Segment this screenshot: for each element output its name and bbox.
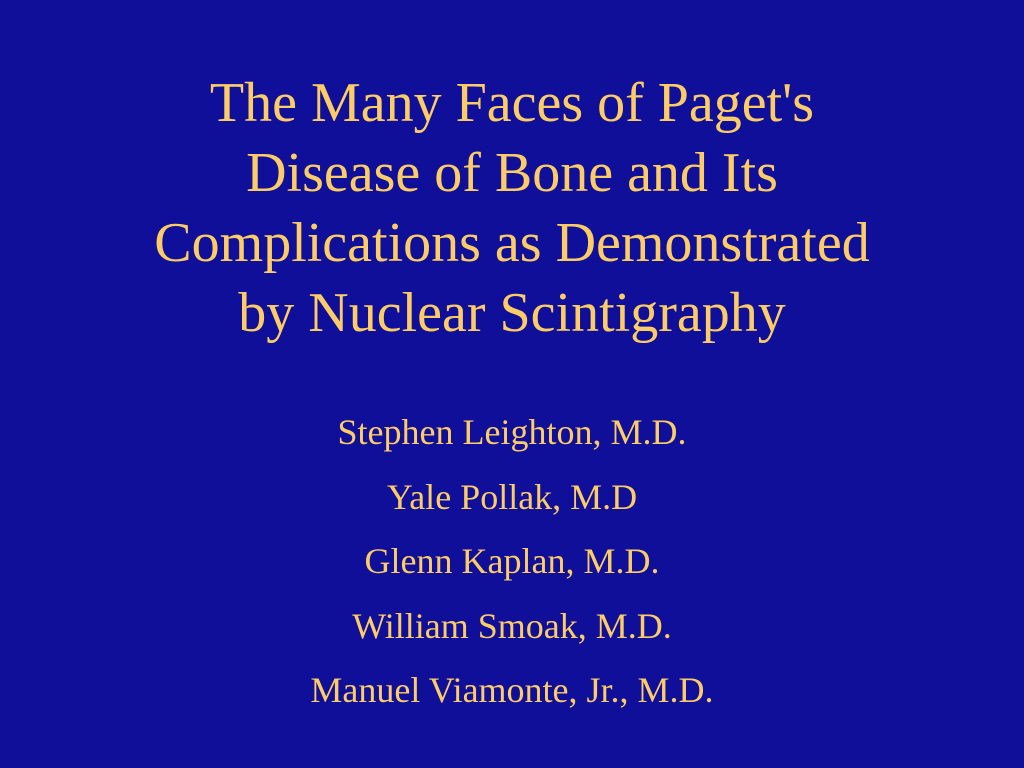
- title-line: Complications as Demonstrated: [154, 212, 870, 274]
- slide-title: [40, 68, 984, 348]
- author-name: Yale Pollak, M.D: [386, 476, 638, 517]
- author-name: William Smoak, M.D.: [352, 605, 672, 646]
- author-name: Glenn Kaplan, M.D.: [364, 541, 660, 581]
- title-line: by Nuclear Scintigraphy: [238, 282, 786, 344]
- title-line: The Many Faces of Paget's: [209, 72, 815, 134]
- author-list: [40, 400, 984, 723]
- title-line: Disease of Bone and Its: [246, 142, 778, 204]
- author-name: Stephen Leighton, M.D.: [337, 412, 687, 452]
- author-name: Manuel Viamonte, Jr., M.D.: [310, 670, 714, 710]
